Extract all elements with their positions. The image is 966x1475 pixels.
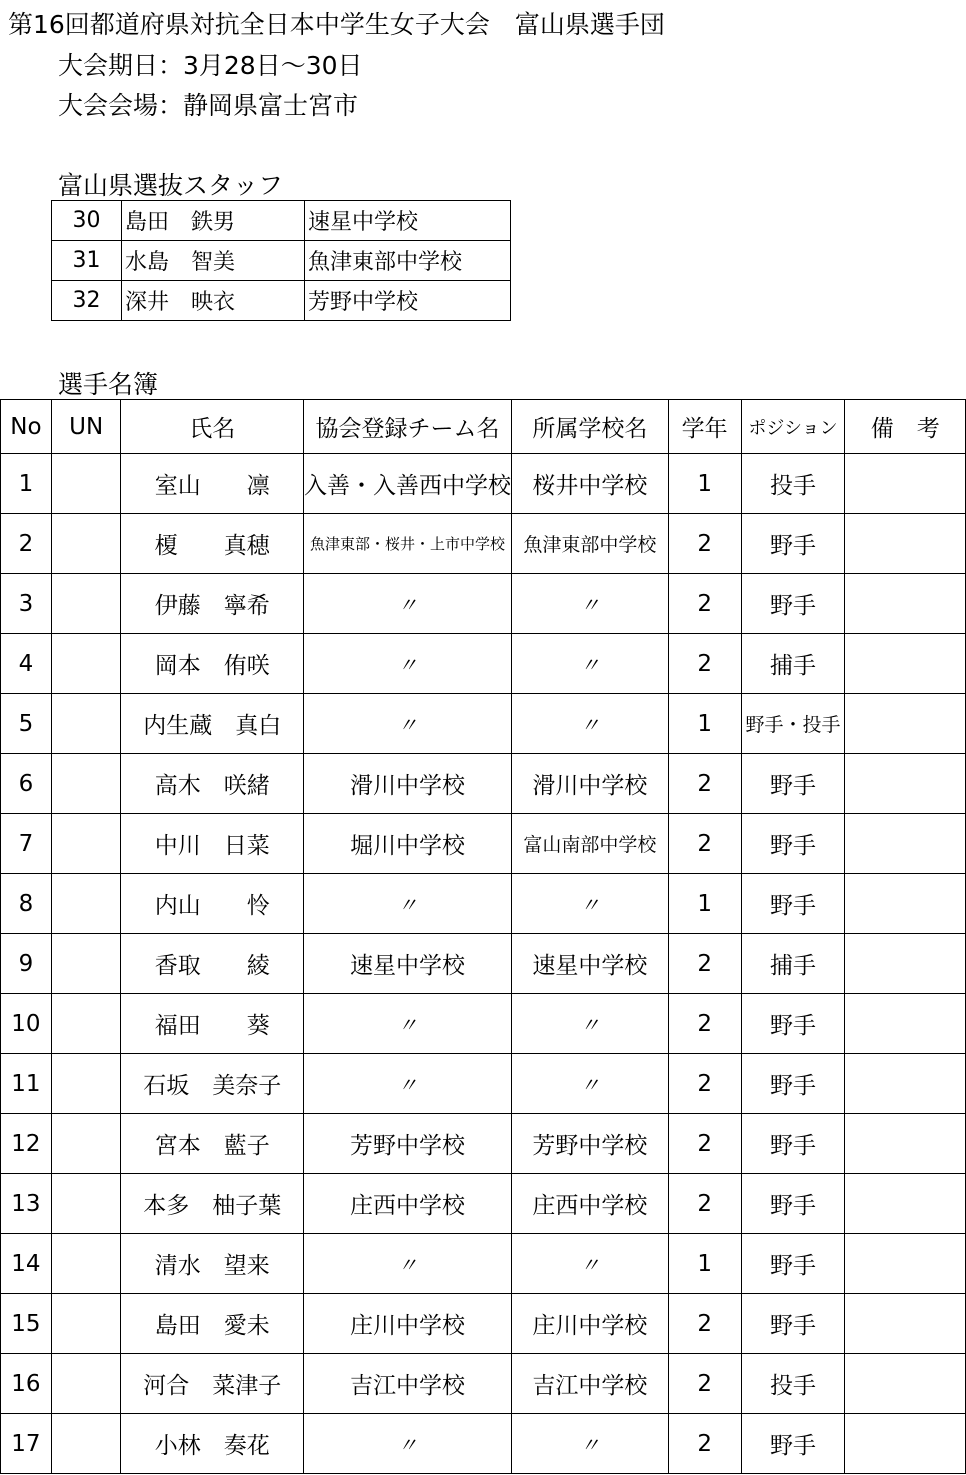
cell-un: [51, 754, 121, 814]
cell-no: 13: [1, 1174, 52, 1234]
cell-name: 高木 咲緒: [121, 754, 304, 814]
table-row: [1, 754, 966, 814]
staff-school: 魚津東部中学校: [305, 241, 511, 281]
cell-no: 10: [1, 994, 52, 1054]
cell-no: 11: [1, 1054, 52, 1114]
cell-notes: [845, 814, 966, 874]
cell-notes: [845, 1234, 966, 1294]
cell-un: [51, 1114, 121, 1174]
cell-team: 〃: [304, 1234, 512, 1294]
cell-name: 宮本 藍子: [121, 1114, 304, 1174]
cell-team: 吉江中学校: [304, 1354, 512, 1414]
col-header-team: 協会登録チーム名: [304, 400, 512, 454]
col-header-name: 氏名: [121, 400, 304, 454]
cell-school: 桜井中学校: [512, 454, 669, 514]
cell-notes: [845, 574, 966, 634]
cell-position: 野手: [741, 1174, 845, 1234]
cell-team: 〃: [304, 994, 512, 1054]
cell-position: 野手: [741, 814, 845, 874]
cell-no: 14: [1, 1234, 52, 1294]
cell-no: 2: [1, 514, 52, 574]
cell-un: [51, 994, 121, 1054]
cell-grade: 2: [668, 574, 741, 634]
cell-name: 榎 真穂: [121, 514, 304, 574]
cell-notes: [845, 1294, 966, 1354]
table-row: [1, 1414, 966, 1474]
cell-un: [51, 874, 121, 934]
cell-position: 野手・投手: [741, 694, 845, 754]
cell-un: [51, 1234, 121, 1294]
staff-row: [52, 241, 511, 281]
cell-position: 野手: [741, 874, 845, 934]
cell-no: 7: [1, 814, 52, 874]
page-title: 第16回都道府県対抗全日本中学生女子大会 富山県選手団: [8, 10, 665, 39]
cell-name: 石坂 美奈子: [121, 1054, 304, 1114]
cell-name: 河合 菜津子: [121, 1354, 304, 1414]
cell-notes: [845, 874, 966, 934]
cell-school: 〃: [512, 1234, 669, 1294]
cell-no: 1: [1, 454, 52, 514]
table-row: [1, 814, 966, 874]
cell-grade: 2: [668, 754, 741, 814]
cell-un: [51, 1174, 121, 1234]
cell-name: 福田 葵: [121, 994, 304, 1054]
cell-no: 15: [1, 1294, 52, 1354]
cell-school: 〃: [512, 1054, 669, 1114]
cell-team: 〃: [304, 694, 512, 754]
cell-grade: 1: [668, 454, 741, 514]
cell-team: 〃: [304, 574, 512, 634]
cell-position: 野手: [741, 1114, 845, 1174]
cell-team: 芳野中学校: [304, 1114, 512, 1174]
table-row: [1, 1234, 966, 1294]
staff-name: 水島 智美: [122, 241, 305, 281]
staff-table: [51, 200, 511, 321]
cell-no: 6: [1, 754, 52, 814]
cell-grade: 2: [668, 1294, 741, 1354]
cell-position: 野手: [741, 1054, 845, 1114]
table-row: [1, 994, 966, 1054]
cell-no: 3: [1, 574, 52, 634]
cell-team: 滑川中学校: [304, 754, 512, 814]
table-row: [1, 1174, 966, 1234]
cell-team: 〃: [304, 1054, 512, 1114]
cell-name: 室山 凛: [121, 454, 304, 514]
cell-team: 〃: [304, 1414, 512, 1474]
cell-no: 9: [1, 934, 52, 994]
cell-no: 4: [1, 634, 52, 694]
cell-grade: 2: [668, 1054, 741, 1114]
cell-grade: 2: [668, 1354, 741, 1414]
table-row: [1, 574, 966, 634]
staff-school: 速星中学校: [305, 201, 511, 241]
cell-name: 小林 奏花: [121, 1414, 304, 1474]
table-row: [1, 874, 966, 934]
cell-un: [51, 514, 121, 574]
cell-school: 〃: [512, 874, 669, 934]
cell-position: 投手: [741, 1354, 845, 1414]
cell-team: 〃: [304, 634, 512, 694]
cell-school: 〃: [512, 1414, 669, 1474]
cell-grade: 2: [668, 634, 741, 694]
cell-team: 〃: [304, 874, 512, 934]
cell-grade: 1: [668, 874, 741, 934]
col-header-grade: 学年: [668, 400, 741, 454]
cell-school: 魚津東部中学校: [512, 514, 669, 574]
cell-position: 野手: [741, 1234, 845, 1294]
table-row: [1, 514, 966, 574]
cell-un: [51, 694, 121, 754]
cell-no: 5: [1, 694, 52, 754]
cell-school: 〃: [512, 574, 669, 634]
table-row: [1, 694, 966, 754]
cell-position: 捕手: [741, 934, 845, 994]
cell-school: 芳野中学校: [512, 1114, 669, 1174]
cell-name: 伊藤 寧希: [121, 574, 304, 634]
cell-grade: 1: [668, 1234, 741, 1294]
cell-notes: [845, 1414, 966, 1474]
cell-school: 〃: [512, 634, 669, 694]
table-row: [1, 634, 966, 694]
cell-grade: 2: [668, 994, 741, 1054]
staff-un: 31: [52, 241, 122, 281]
table-row: [1, 1054, 966, 1114]
cell-school: 吉江中学校: [512, 1354, 669, 1414]
cell-un: [51, 574, 121, 634]
cell-team: 速星中学校: [304, 934, 512, 994]
staff-un: 30: [52, 201, 122, 241]
cell-school: 〃: [512, 694, 669, 754]
cell-notes: [845, 994, 966, 1054]
cell-notes: [845, 634, 966, 694]
cell-notes: [845, 1354, 966, 1414]
tournament-venue: 大会会場：静岡県富士宮市: [58, 91, 359, 120]
cell-school: 〃: [512, 994, 669, 1054]
cell-name: 岡本 侑咲: [121, 634, 304, 694]
cell-school: 庄西中学校: [512, 1174, 669, 1234]
staff-row: [52, 201, 511, 241]
cell-grade: 2: [668, 1114, 741, 1174]
cell-notes: [845, 1114, 966, 1174]
col-header-notes: 備 考: [845, 400, 966, 454]
table-row: [1, 1294, 966, 1354]
staff-name: 島田 鉄男: [122, 201, 305, 241]
cell-grade: 1: [668, 694, 741, 754]
cell-school: 滑川中学校: [512, 754, 669, 814]
cell-notes: [845, 1054, 966, 1114]
cell-school: 速星中学校: [512, 934, 669, 994]
cell-un: [51, 634, 121, 694]
cell-notes: [845, 1174, 966, 1234]
col-header-un: UN: [51, 400, 121, 454]
cell-no: 8: [1, 874, 52, 934]
cell-notes: [845, 694, 966, 754]
cell-team: 入善・入善西中学校: [304, 454, 512, 514]
cell-name: 本多 柚子葉: [121, 1174, 304, 1234]
cell-team: 庄川中学校: [304, 1294, 512, 1354]
cell-un: [51, 934, 121, 994]
staff-heading: 富山県選抜スタッフ: [58, 171, 284, 200]
col-header-school: 所属学校名: [512, 400, 669, 454]
cell-name: 内山 怜: [121, 874, 304, 934]
cell-position: 野手: [741, 574, 845, 634]
cell-grade: 2: [668, 934, 741, 994]
cell-un: [51, 454, 121, 514]
cell-position: 野手: [741, 1414, 845, 1474]
cell-un: [51, 1354, 121, 1414]
staff-un: 32: [52, 281, 122, 321]
cell-name: 香取 綾: [121, 934, 304, 994]
roster-heading: 選手名簿: [58, 370, 159, 399]
cell-name: 島田 愛未: [121, 1294, 304, 1354]
staff-row: [52, 281, 511, 321]
cell-name: 清水 望来: [121, 1234, 304, 1294]
cell-team: 堀川中学校: [304, 814, 512, 874]
roster-table: [0, 399, 966, 1474]
cell-team: 庄西中学校: [304, 1174, 512, 1234]
cell-no: 16: [1, 1354, 52, 1414]
table-row: [1, 1114, 966, 1174]
cell-position: 野手: [741, 754, 845, 814]
cell-notes: [845, 514, 966, 574]
staff-name: 深井 映衣: [122, 281, 305, 321]
table-header-row: [1, 400, 966, 454]
cell-position: 野手: [741, 994, 845, 1054]
cell-school: 庄川中学校: [512, 1294, 669, 1354]
table-row: [1, 454, 966, 514]
cell-notes: [845, 754, 966, 814]
table-row: [1, 934, 966, 994]
cell-name: 内生蔵 真白: [121, 694, 304, 754]
cell-grade: 2: [668, 814, 741, 874]
cell-un: [51, 1054, 121, 1114]
cell-team: 魚津東部・桜井・上市中学校: [304, 514, 512, 574]
cell-un: [51, 814, 121, 874]
cell-notes: [845, 454, 966, 514]
cell-position: 野手: [741, 1294, 845, 1354]
cell-grade: 2: [668, 1414, 741, 1474]
cell-un: [51, 1414, 121, 1474]
table-row: [1, 1354, 966, 1414]
col-header-no: No: [1, 400, 52, 454]
cell-school: 富山南部中学校: [512, 814, 669, 874]
cell-grade: 2: [668, 1174, 741, 1234]
cell-no: 17: [1, 1414, 52, 1474]
staff-school: 芳野中学校: [305, 281, 511, 321]
tournament-dates: 大会期日：3月28日～30日: [58, 51, 363, 80]
cell-un: [51, 1294, 121, 1354]
col-header-position: ポジション: [741, 400, 845, 454]
cell-name: 中川 日菜: [121, 814, 304, 874]
cell-notes: [845, 934, 966, 994]
cell-position: 野手: [741, 514, 845, 574]
cell-position: 投手: [741, 454, 845, 514]
cell-position: 捕手: [741, 634, 845, 694]
cell-no: 12: [1, 1114, 52, 1174]
cell-grade: 2: [668, 514, 741, 574]
